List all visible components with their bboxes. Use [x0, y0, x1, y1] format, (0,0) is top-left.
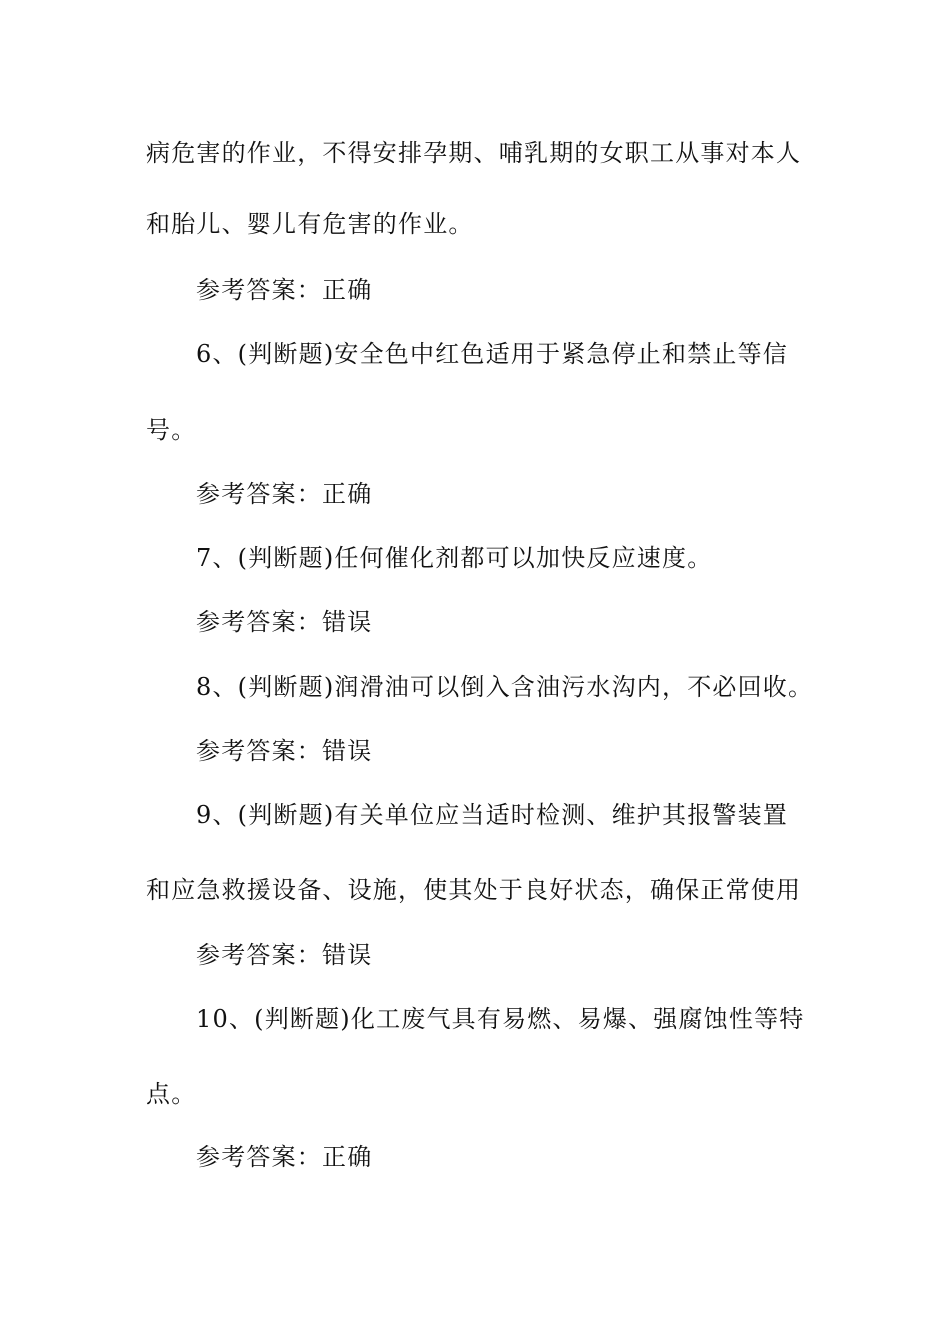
question-6-answer: 参考答案：正确 — [196, 480, 373, 508]
question-5-text-line-1: 病危害的作业，不得安排孕期、哺乳期的女职工从事对本人 — [146, 139, 802, 167]
question-8-text: 8、(判断题)润滑油可以倒入含油污水沟内，不必回收。 — [196, 673, 814, 701]
question-6-text-line-2: 号。 — [146, 416, 197, 444]
question-10-text-line-2: 点。 — [146, 1080, 197, 1108]
question-9-text-line-2: 和应急救援设备、设施，使其处于良好状态，确保正常使用 — [146, 876, 802, 904]
question-9-answer: 参考答案：错误 — [196, 941, 373, 969]
question-6-text-line-1: 6、(判断题)安全色中红色适用于紧急停止和禁止等信 — [196, 340, 788, 368]
question-5-text-line-2: 和胎儿、婴儿有危害的作业。 — [146, 210, 474, 238]
question-5-answer: 参考答案：正确 — [196, 276, 373, 304]
question-9-text-line-1: 9、(判断题)有关单位应当适时检测、维护其报警装置 — [196, 801, 788, 829]
question-10-answer: 参考答案：正确 — [196, 1143, 373, 1171]
question-10-text-line-1: 10、(判断题)化工废气具有易燃、易爆、强腐蚀性等特 — [196, 1005, 805, 1033]
question-7-text: 7、(判断题)任何催化剂都可以加快反应速度。 — [196, 544, 713, 572]
question-7-answer: 参考答案：错误 — [196, 608, 373, 636]
question-8-answer: 参考答案：错误 — [196, 737, 373, 765]
